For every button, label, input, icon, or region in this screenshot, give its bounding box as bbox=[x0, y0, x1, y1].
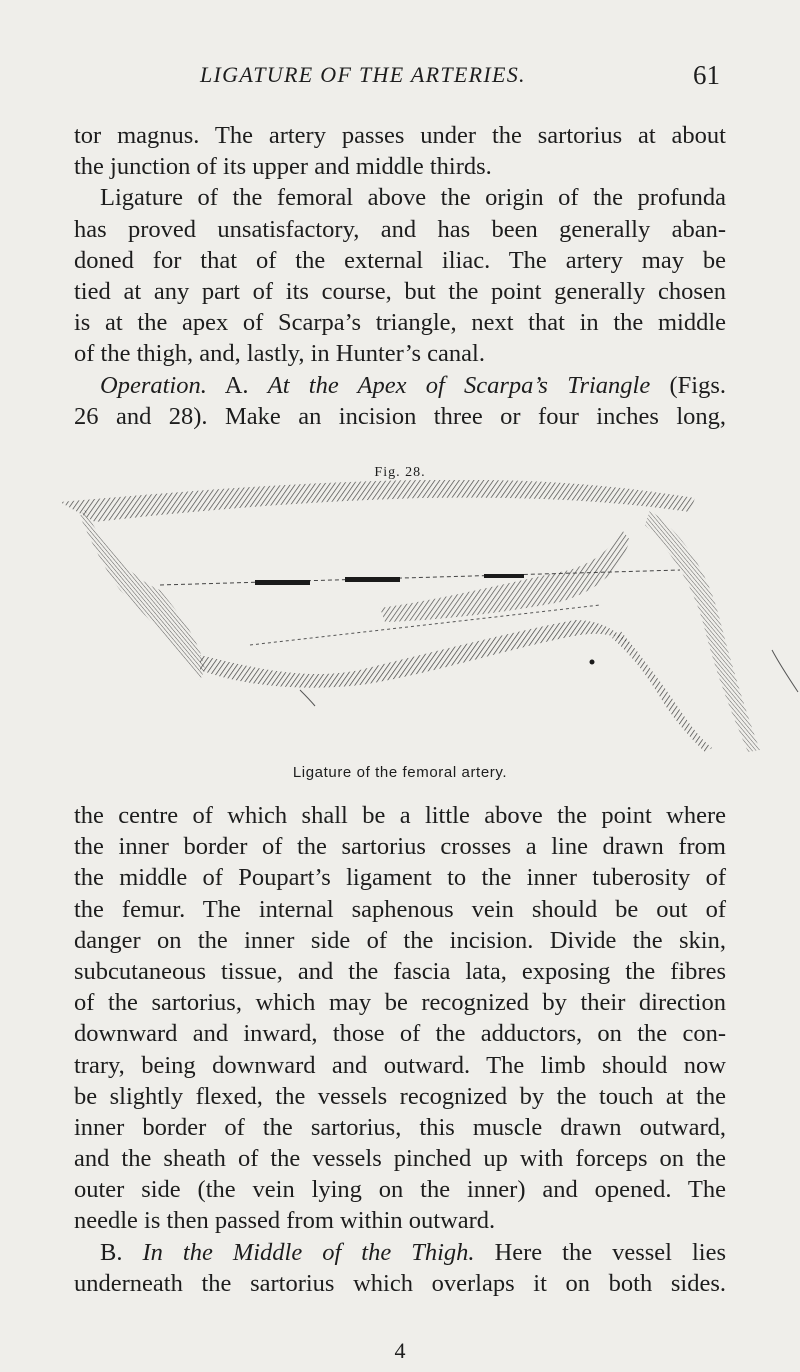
ligature-marker-2 bbox=[345, 577, 400, 582]
ligature-marker-1 bbox=[255, 580, 310, 585]
right-edge-stroke bbox=[772, 650, 798, 692]
lower-text-block bbox=[74, 800, 726, 1299]
section-heading-b: In the Middle of the Thigh. bbox=[142, 1238, 475, 1266]
upper-text-block bbox=[74, 120, 726, 432]
text-line: trary, being downward and outward. The limb should now bbox=[74, 1051, 726, 1079]
text-line: downward and inward, those of the adductors, on the con- bbox=[74, 1020, 726, 1048]
text-line: of the sartorius, which may be recognized by their direction bbox=[74, 989, 726, 1017]
text-line: the centre of which shall be a little above the point where bbox=[74, 802, 726, 829]
section-letter-b: B. bbox=[100, 1238, 123, 1266]
text-line: inner border of the sartorius, this muscle drawn outward, bbox=[74, 1113, 726, 1141]
text-line: 26 and 28). Make an incision three or four inches long, bbox=[74, 402, 726, 430]
text-line: is at the apex of Scarpa’s triangle, next that in the middle bbox=[74, 309, 726, 337]
figure-label: Fig. 28. bbox=[374, 465, 426, 480]
incision-flap-lower bbox=[200, 620, 640, 688]
femoral-ligature-illustration bbox=[0, 480, 800, 760]
text-line: and the sheath of the vessels pinched up with forceps on the bbox=[74, 1145, 726, 1173]
section-b-text: Here the vessel lies bbox=[494, 1238, 727, 1266]
operation-label: Operation. bbox=[100, 371, 207, 399]
thigh-upper-outline bbox=[60, 480, 695, 522]
reference-dot bbox=[590, 660, 595, 665]
signature-mark: 4 bbox=[394, 1338, 406, 1363]
ligature-marker-3 bbox=[484, 574, 524, 578]
text-line: subcutaneous tissue, and the fascia lata, exposing the fibres bbox=[74, 957, 726, 985]
text-line: the middle of Poupart’s ligament to the inner tuberosity of bbox=[74, 864, 726, 892]
text-line: tor magnus. The artery passes under the sartorius at about bbox=[74, 122, 726, 149]
text-line: needle is then passed from within outward. bbox=[74, 1207, 496, 1235]
text-line: danger on the inner side of the incision. Divide the skin, bbox=[74, 926, 726, 954]
thigh-left-edge bbox=[80, 510, 205, 680]
text-line: tied at any part of its course, but the point generally chosen bbox=[74, 277, 726, 305]
page-number: 61 bbox=[693, 60, 720, 90]
operation-heading-line bbox=[74, 370, 726, 401]
page-header bbox=[200, 62, 720, 96]
text-line: outer side (the vein lying on the inner) and opened. The bbox=[74, 1176, 726, 1204]
section-heading-a: At the Apex of Scarpa’s Triangle bbox=[267, 371, 651, 399]
lower-stray-stroke bbox=[300, 690, 315, 706]
figure-reference: (Figs. bbox=[669, 371, 726, 399]
text-line: the inner border of the sartorius crosses a line drawn from bbox=[74, 833, 726, 861]
text-line: underneath the sartorius which overlaps it on both sides. bbox=[74, 1269, 726, 1297]
section-b-heading-line bbox=[74, 1237, 726, 1268]
figure-caption: Ligature of the femoral artery. bbox=[292, 764, 508, 781]
text-line: Ligature of the femoral above the origin of the profunda bbox=[100, 184, 726, 212]
section-letter-a: A. bbox=[224, 371, 249, 399]
text-line: of the thigh, and, lastly, in Hunter’s canal. bbox=[74, 340, 485, 368]
text-line: doned for that of the external iliac. The artery may be bbox=[74, 246, 726, 274]
text-line: the junction of its upper and middle thirds. bbox=[74, 153, 492, 181]
thigh-right-border bbox=[645, 510, 760, 752]
inner-thigh-contour bbox=[612, 630, 712, 752]
text-line: be slightly flexed, the vessels recognized by the touch at the bbox=[74, 1082, 726, 1110]
running-head: LIGATURE OF THE ARTERIES. bbox=[200, 62, 526, 87]
text-line: the femur. The internal saphenous vein should be out of bbox=[74, 895, 726, 923]
text-line: has proved unsatisfactory, and has been generally aban- bbox=[74, 215, 726, 243]
